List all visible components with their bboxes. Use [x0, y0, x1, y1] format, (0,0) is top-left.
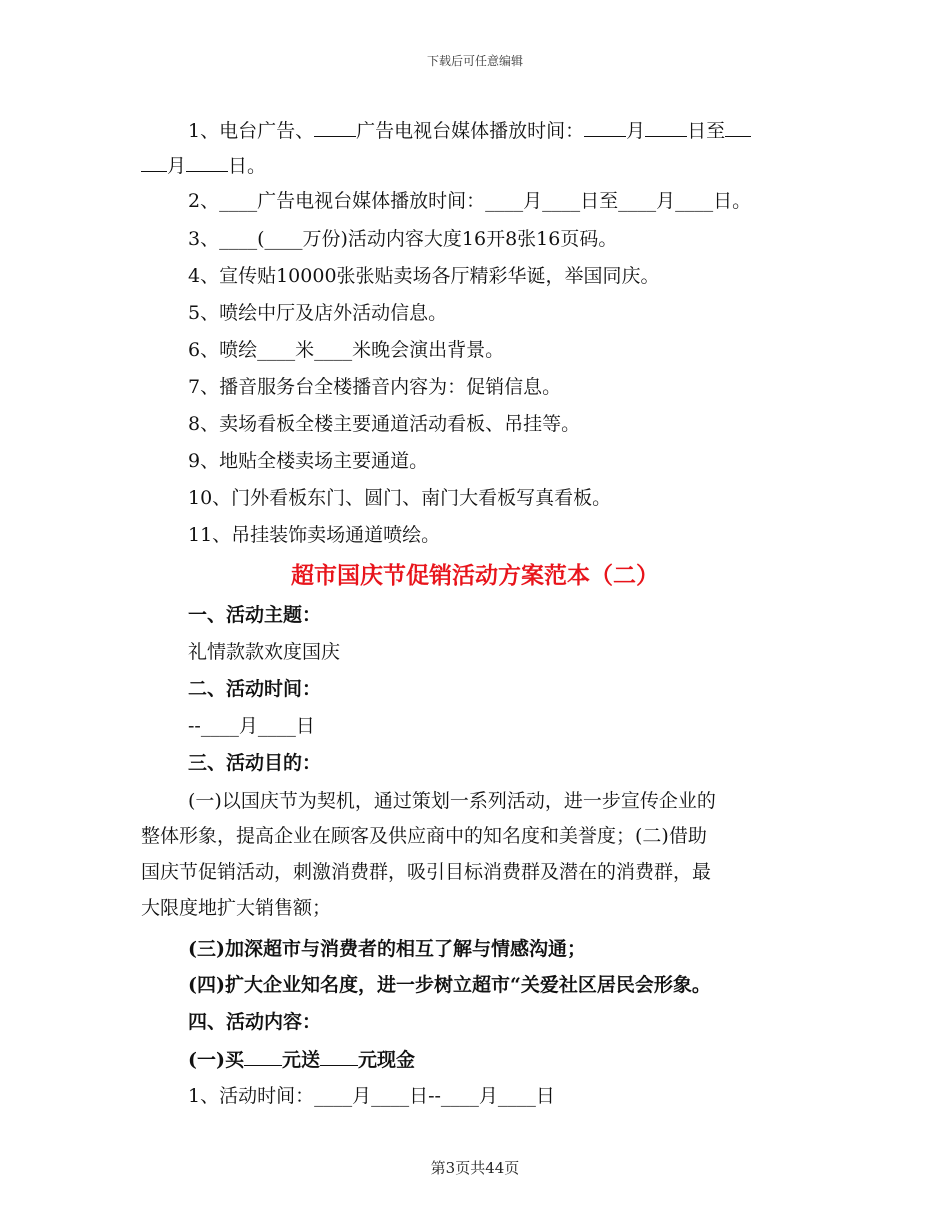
blank-underline — [141, 153, 167, 172]
subsection-text: 元送 — [281, 1049, 320, 1071]
section-heading: 三、活动目的： — [188, 752, 322, 774]
list-item: 11、吊挂装饰卖场通道喷绘。 — [188, 524, 441, 546]
paragraph-line: 国庆节促销活动，刺激消费群，吸引目标消费群及潜在的消费群，最 — [141, 861, 712, 883]
section-heading: 一、活动主题： — [188, 604, 322, 626]
section-body: --____月____日 — [188, 715, 315, 737]
list-item — [188, 118, 751, 143]
item-text: 月 — [626, 120, 646, 142]
item-number: 1、 — [188, 120, 220, 142]
item-text: 广告电视台媒体播放时间： — [356, 120, 585, 142]
list-item: 6、喷绘____米____米晚会演出背景。 — [188, 339, 505, 361]
list-item: 9、地贴全楼卖场主要通道。 — [188, 450, 429, 472]
list-item: 1、活动时间：____月____日--____月____日 — [188, 1085, 555, 1107]
blank-underline — [645, 118, 687, 137]
paragraph-line: 大限度地扩大销售额； — [141, 897, 332, 919]
paragraph-line: (一)以国庆节为契机，通过策划一系列活动，进一步宣传企业的 — [188, 790, 716, 812]
list-item: 10、门外看板东门、圆门、南门大看板写真看板。 — [188, 487, 612, 509]
section-heading: 二、活动时间： — [188, 678, 322, 700]
list-item: 3、____(____万份)活动内容大度16开8张16页码。 — [188, 228, 618, 250]
blank-underline — [584, 118, 626, 137]
list-item: 5、喷绘中厅及店外活动信息。 — [188, 302, 448, 324]
list-item: 4、宣传贴10000张张贴卖场各厅精彩华诞，举国同庆。 — [188, 265, 660, 287]
blank-underline — [314, 118, 356, 137]
subsection-text: (一)买 — [188, 1049, 244, 1071]
paragraph-bold: (四)扩大企业知名度，进一步树立超市“关爱社区居民会形象。 — [188, 974, 711, 996]
blank-underline — [725, 118, 751, 137]
paragraph-bold: (三)加深超市与消费者的相互了解与情感沟通； — [188, 938, 586, 960]
section-heading: 四、活动内容： — [188, 1011, 322, 1033]
section-title: 超市国庆节促销活动方案范本（二） — [291, 563, 659, 589]
item-text: 月 — [167, 155, 187, 177]
section-body: 礼情款款欢度国庆 — [188, 641, 341, 663]
page-footer: 第3页共44页 — [430, 1159, 520, 1177]
paragraph-line: 整体形象，提高企业在顾客及供应商中的知名度和美誉度；(二)借助 — [141, 825, 707, 847]
list-item: 7、播音服务台全楼播音内容为：促销信息。 — [188, 376, 562, 398]
list-item: 8、卖场看板全楼主要通道活动看板、吊挂等。 — [188, 413, 581, 435]
page-header: 下载后可任意编辑 — [426, 54, 523, 68]
item-text: 日至 — [687, 120, 726, 142]
item-text: 电台广告、 — [219, 120, 315, 142]
blank-underline — [186, 153, 228, 172]
subsection-heading — [188, 1047, 415, 1072]
list-item: 2、____广告电视台媒体播放时间：____月____日至____月____日。 — [188, 190, 752, 212]
blank-underline — [320, 1047, 358, 1066]
subsection-text: 元现金 — [358, 1049, 416, 1071]
item-text: 日。 — [228, 155, 267, 177]
list-item-continuation — [141, 153, 266, 178]
blank-underline — [244, 1047, 282, 1066]
